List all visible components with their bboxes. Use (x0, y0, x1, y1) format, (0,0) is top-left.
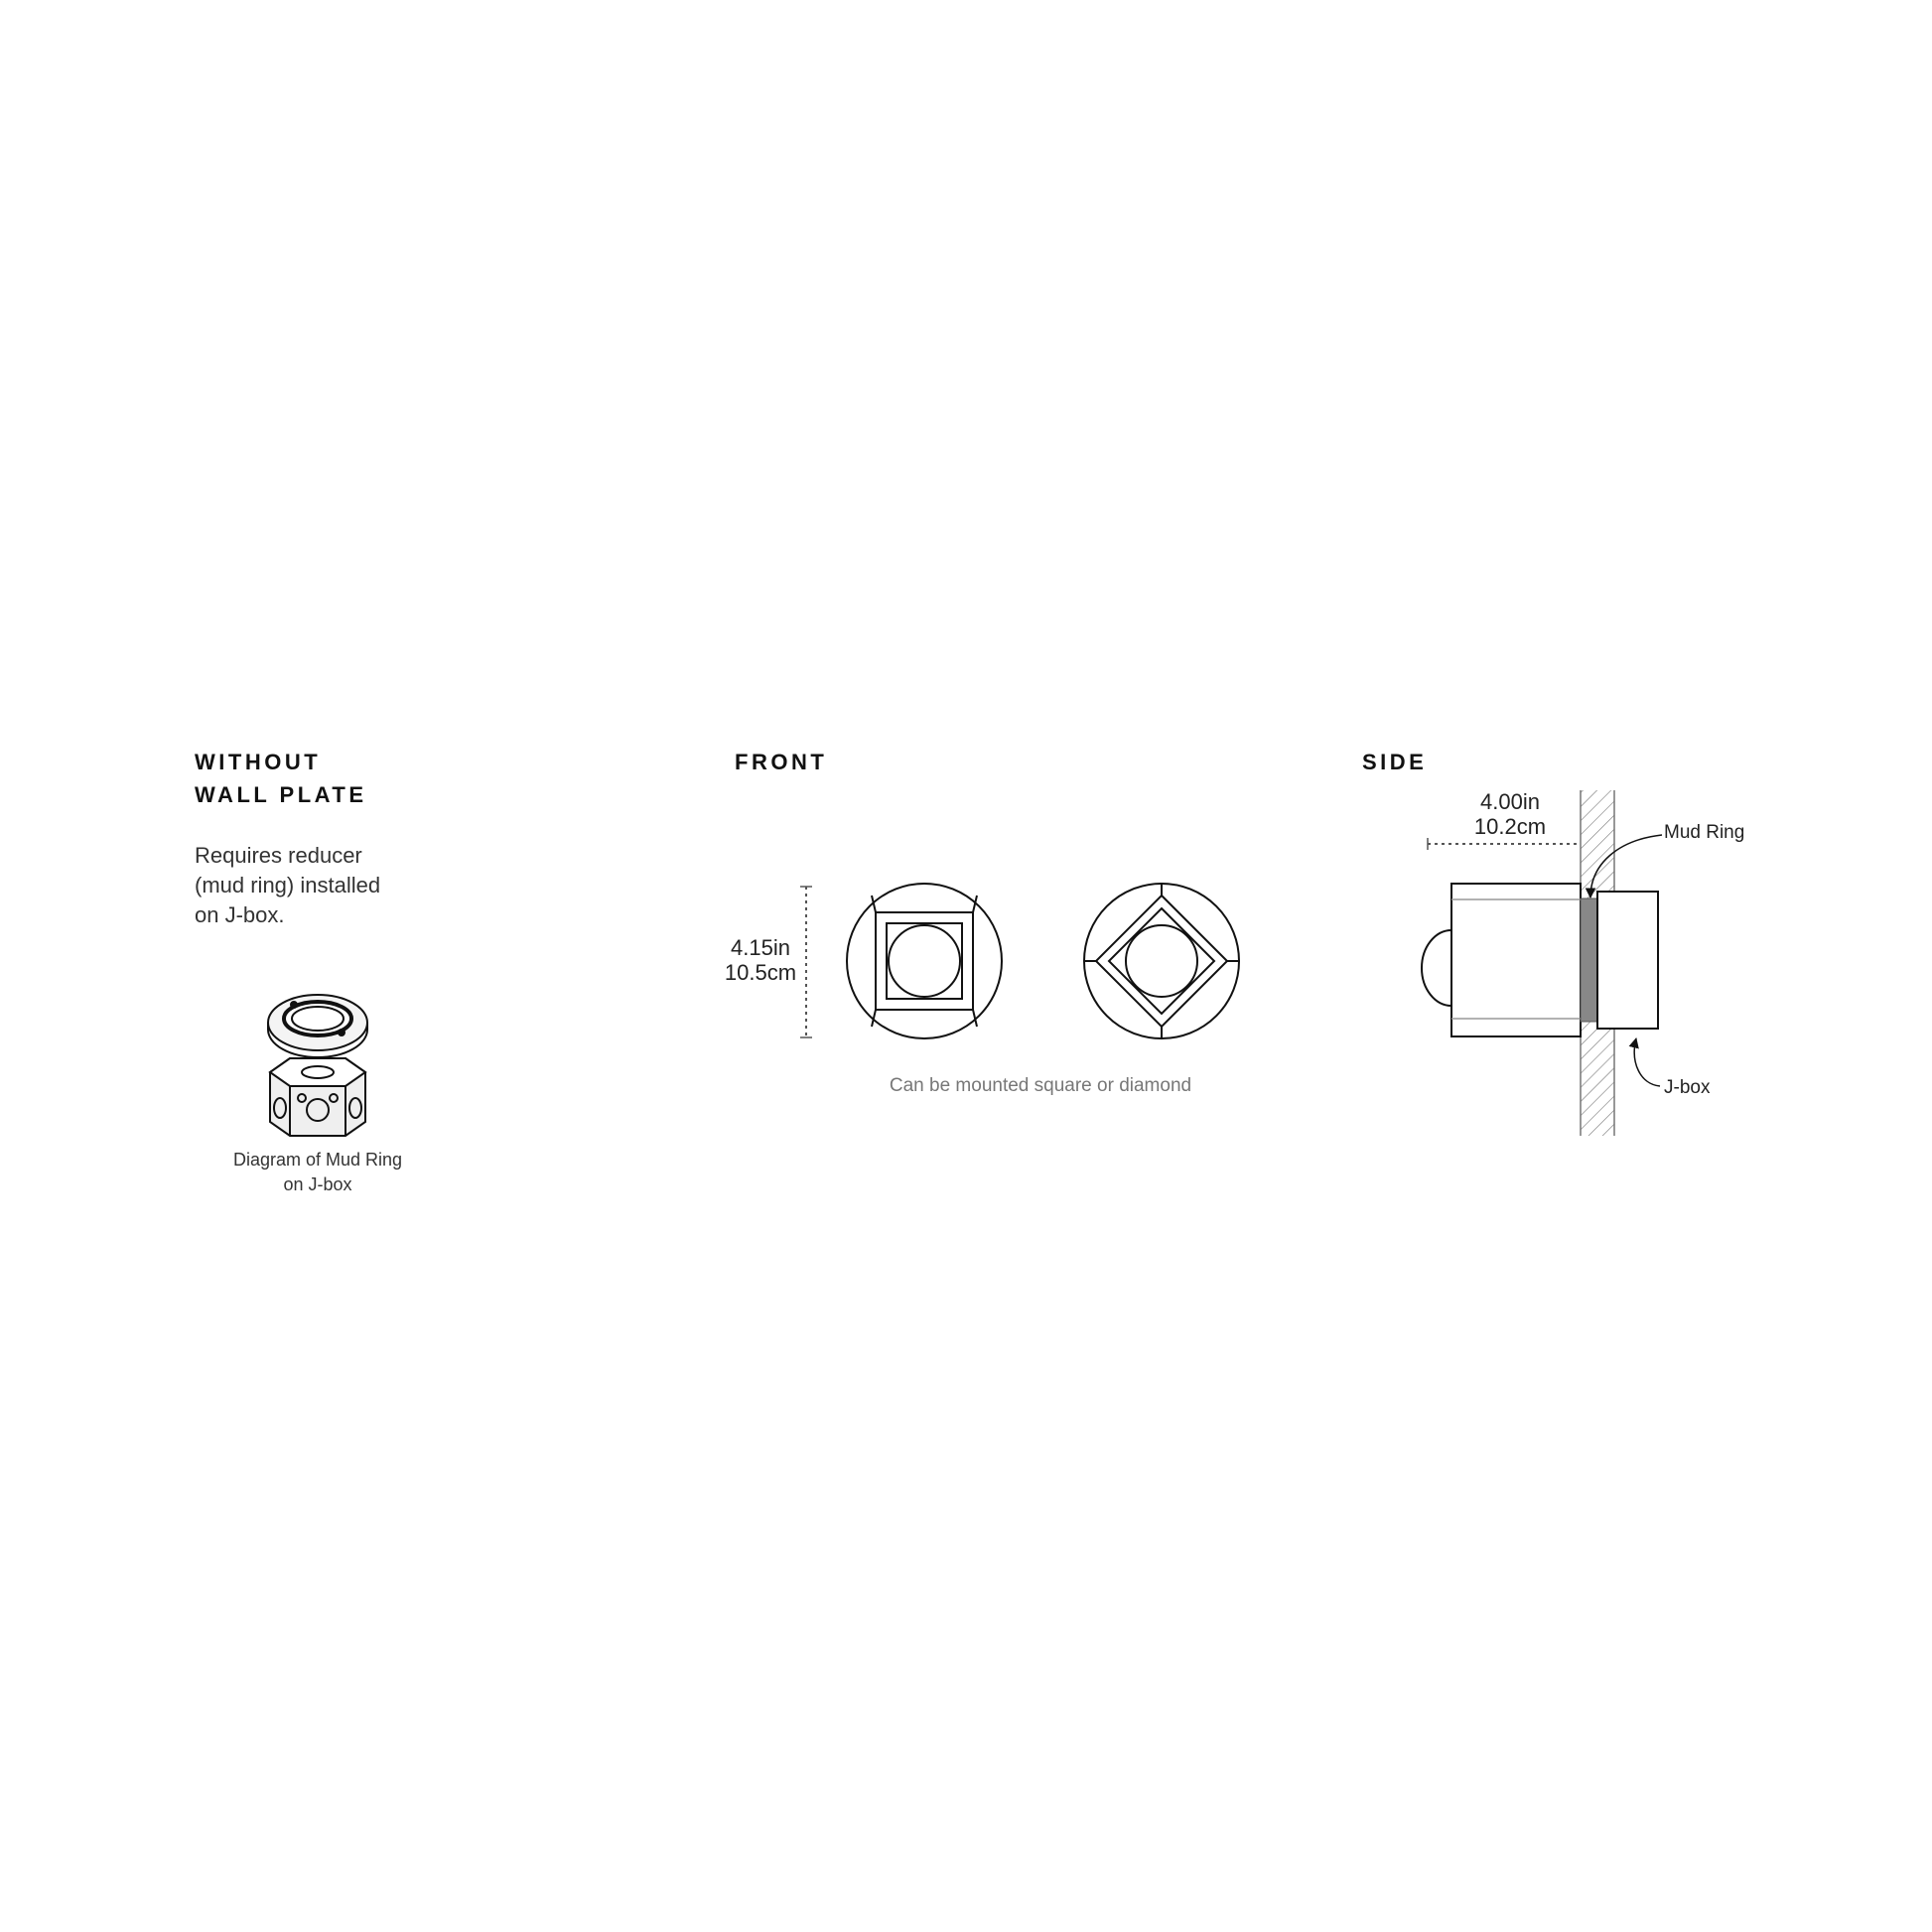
mud-ring-requirement-text: Requires reducer (mud ring) installed on J-box. (195, 843, 381, 927)
without-wall-plate-heading: WITHOUT WALL PLATE (195, 750, 367, 807)
side-view (1422, 790, 1662, 1136)
mud-ring-diagram-caption: Diagram of Mud Ring on J-box (232, 1150, 403, 1194)
front-height-label: 4.15in 10.5cm (724, 935, 797, 985)
mud-ring-jbox-illustration (268, 995, 367, 1136)
mud-ring-label: Mud Ring (1664, 822, 1745, 843)
jbox (1597, 892, 1658, 1029)
jbox-label: J-box (1664, 1077, 1711, 1098)
mud-ring (1581, 898, 1597, 1022)
front-heading: FRONT (735, 750, 828, 774)
front-view-square (847, 884, 1002, 1038)
front-view-diamond (1084, 884, 1239, 1038)
fixture-body (1451, 884, 1581, 1036)
side-depth-label: 4.00in 10.2cm (1473, 789, 1547, 839)
mounting-note: Can be mounted square or diamond (889, 1075, 1192, 1096)
side-heading: SIDE (1362, 750, 1428, 774)
